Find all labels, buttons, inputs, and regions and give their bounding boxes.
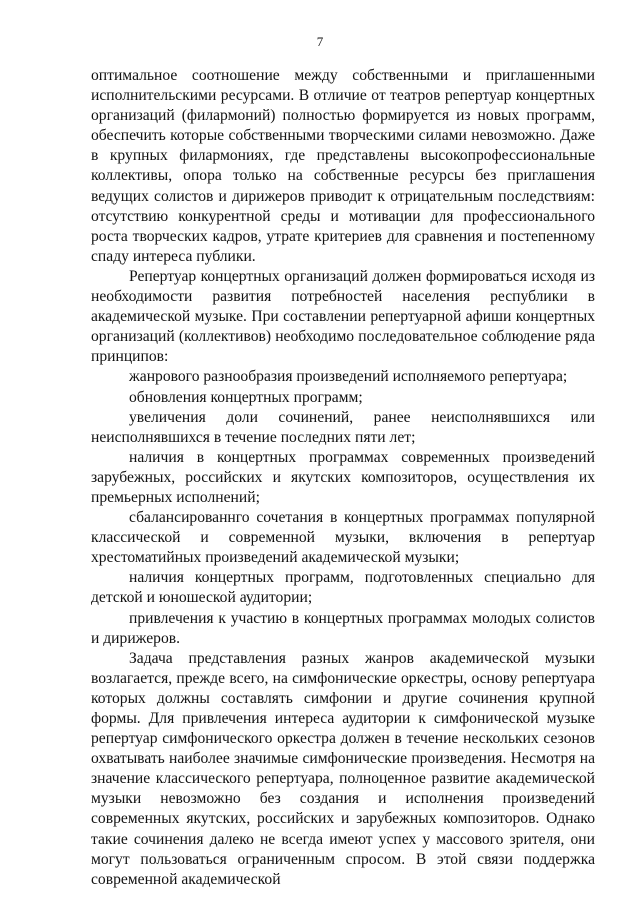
principle-item: привлечения к участию в концертных программах молодых солистов и дирижеров.	[91, 609, 595, 647]
principle-item: сбалансированнго сочетания в концертных программах популярной классической и современной музыки, включения в репертуар хрестоматийных произведений академической музыки;	[91, 509, 595, 567]
paragraph: Задача представления разных жанров академической музыки возлагается, прежде всего, на симфонические оркестры, основу репертуара которых должны составлять симфонии и другие сочинения крупной формы. Для привлечения интереса аудитории к симфонической музыке репертуар симфонического оркестра должен в течение нескольких сезонов охватывать наиболее значимые симфонические произведения. Несмотря на значение классического репертуара, полноценное развитие академической музыки невозможно без создания и исполнения произведений современных якутских, российских и зарубежных композиторов. Однако такие сочинения далеко не всегда имеют успех у массового зрителя, они могут пользоваться ограниченным спросом. В этой связи поддержка современной академической	[91, 649, 595, 888]
principle-item: жанрового разнообразия произведений исполняемого репертуара;	[129, 368, 568, 386]
principle-item: наличия в концертных программах современных произведений зарубежных, российских и якутских композиторов, осуществления их премьерных исполнений;	[91, 448, 595, 506]
body-text	[91, 66, 595, 890]
principle-item: наличия концертных программ, подготовленных специально для детской и юношеской аудитории;	[91, 569, 595, 607]
paragraph: оптимальное соотношение между собственными и приглашенными исполнительскими ресурсами. В отличие от театров репертуар концертных организаций (филармоний) полностью формируется из новых программ, обеспечить которые собственными творческими силами невозможно. Даже в крупных филармониях, где представлены высокопрофессиональные коллективы, опора только на собственные ресурсы без приглашения ведущих солистов и дирижеров приводит к отрицательным последствиям: отсутствию конкурентной среды и мотивации для профессионального роста творческих кадров, утрате критериев для сравнения и постепенному спаду интереса публики.	[91, 67, 595, 265]
principle-item: обновления концертных программ;	[129, 388, 363, 406]
paragraph: Репертуар концертных организаций должен формироваться исходя из необходимости развития потребностей населения республики в академической музыке. При составлении репертуарной афиши концертных организаций (коллективов) необходимо последовательное соблюдение ряда принципов:	[91, 267, 595, 366]
principle-item: увеличения доли сочинений, ранее неисполнявшихся или неисполнявшихся в течение последних пяти лет;	[91, 408, 595, 446]
page-number: 7	[316, 34, 324, 49]
